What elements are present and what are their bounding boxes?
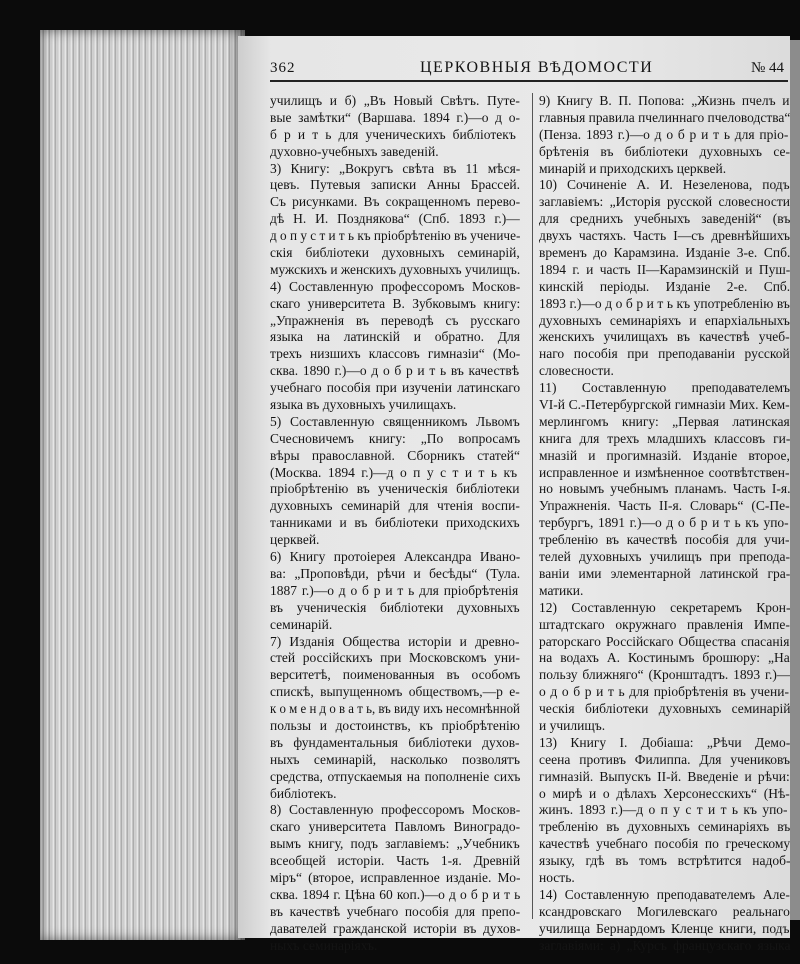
text-line: сеена противъ Филиппа. Для учениковъ (539, 751, 790, 767)
text-line: вые замѣтки“ (Варшава. 1894 г.)—о д о- (270, 109, 520, 125)
text-line: телей духовныхъ училищъ при препода- (539, 549, 791, 565)
text-line: матики. (539, 582, 584, 598)
text-line: языка на латинскій и обратно. Для (270, 329, 520, 345)
text-line: качествѣ учебнаго пособія по греческому (539, 836, 791, 852)
text-line: духовныхъ семинаріяхъ и епархіальныхъ (539, 312, 790, 328)
text-line: всеобщей исторіи. Часть 1-я. Древній (270, 853, 521, 869)
running-title: ЦЕРКОВНЫЯ ВѢДОМОСТИ (420, 59, 654, 76)
text-line: спискѣ, выпущенномъ обществомъ,—р е- (270, 684, 520, 700)
text-line: ныхъ семинаріяхъ. (270, 937, 378, 953)
text-line: ва: „Проповѣди, рѣчи и бесѣды“ (Тула. (270, 565, 521, 581)
text-line: „Упражненія въ переводѣ съ русскаго (270, 312, 520, 328)
text-line: пользу ближняго“ (Кронштадтъ. 1893 г.)— (539, 667, 791, 683)
text-line: языку, гдѣ въ томъ встрѣтится надоб- (539, 853, 791, 869)
text-line: 9) Книгу В. П. Попова: „Жизнь пчелъ и (539, 93, 790, 108)
text-line: сква. 1890 г.)—о д о б р и т ь въ качествѣ (270, 363, 520, 379)
text-line: мназій и прогимназій. Изданіе второе, (539, 447, 790, 463)
text-line: требленію въ духовныхъ семинаріяхъ въ (539, 819, 791, 835)
text-line: 4) Составленную профессоромъ Москов- (270, 278, 521, 294)
issue-number: № 44 (750, 60, 784, 76)
text-line: семинарій. (270, 616, 333, 632)
text-line: духовныхъ семинарій для чтенія воспи- (270, 498, 520, 514)
text-line: на водахъ А. Костинымъ брошюру: „На (539, 650, 790, 666)
text-line: 3) Книгу: „Вокругъ свѣта въ 11 мѣся- (270, 160, 521, 176)
text-line: (Пенза. 1893 г.)—о д о б р и т ь для пріо- (539, 126, 789, 142)
text-line: для среднихъ учебныхъ заведеній“ (въ (539, 211, 791, 227)
text-line: (Москва. 1894 г.)—д о п у с т и т ь къ (270, 464, 518, 480)
next-page-edge (790, 40, 800, 920)
page-header (270, 58, 788, 82)
text-line: жинъ. 1893 г.)—д о п у с т и т ь къ упо- (539, 802, 788, 818)
text-line: 14) Составленную преподавателемъ Але- (539, 886, 790, 902)
text-line: брѣтенія въ библіотеки духовныхъ се- (539, 143, 791, 159)
text-line: наго пособія при преподаваніи русской (539, 346, 790, 362)
text-line: скаго университета Павломъ Виноградо- (270, 819, 521, 835)
text-line: вымъ книгу, подъ заглавіемъ: „Учебникъ (270, 836, 520, 852)
text-line: заглавіями: а) „Курсъ французскаго языка (539, 937, 791, 953)
column-divider (532, 93, 533, 919)
text-line: пріобрѣтенію въ ученическія библіотеки (270, 481, 520, 497)
book-page (238, 36, 791, 953)
text-line: 1893 г.)—о д о б р и т ь къ употребленію въ (539, 295, 790, 311)
text-line: исправленное и измѣненное соотвѣтствен- (539, 464, 790, 480)
text-line: трехъ низшихъ классовъ гимназіи“ (Мо- (270, 346, 521, 362)
text-line: духовно-учебныхъ заведеній. (270, 143, 439, 159)
text-line: требленію въ качествѣ пособія для учи- (539, 532, 790, 548)
text-line: женскихъ училищахъ въ качествѣ учеб- (539, 329, 790, 345)
text-line: ческія библіотеки духовныхъ семинарій (539, 701, 791, 717)
text-line: VI-й С.-Петербургской гимназіи Мих. Кем- (539, 397, 790, 413)
text-line: мужскихъ и женскихъ духовныхъ училищъ. (270, 261, 521, 277)
text-line: о мирѣ и о дѣлахъ Херсонесскихъ“ (Нѣ- (539, 785, 790, 801)
text-line: штадтскаго окружнаго правленія Импе- (539, 616, 790, 632)
text-line: сква. 1894 г. Цѣна 60 коп.)—о д о б р и т ь (270, 886, 521, 902)
text-line: временъ до Карамзина. Изданіе 3-е. Спб. (539, 245, 791, 261)
text-line: ксандровскаго Могилевскаго реальнаго (539, 903, 790, 919)
text-line: тербургъ, 1891 г.)—о д о б р и т ь къ упо- (539, 515, 789, 531)
text-line: стей россійскихъ при Московскомъ уни- (270, 650, 520, 666)
text-line: скаго университета В. Зубковымъ книгу: (270, 295, 521, 311)
text-line: Счесновичемъ книгу: „По вопросамъ (270, 430, 521, 446)
text-line: языка въ духовныхъ училищахъ. (270, 397, 457, 413)
text-line: Съ рисунками. Въ сокращенномъ перево- (270, 194, 521, 210)
text-line: міръ“ (второе, исправленное изданіе. Мо- (270, 869, 521, 885)
text-line: училищъ и б) „Въ Новый Свѣтъ. Путе- (270, 93, 520, 108)
text-line: верситетѣ, поименованныя въ особомъ (270, 667, 521, 683)
text-line: училища Бернардомъ Кленце книги, подъ (539, 920, 790, 936)
text-line: библіотекъ. (270, 785, 337, 801)
text-line: кинскій періоды. Изданіе 2-е. Спб. (539, 278, 791, 294)
text-line: Упражненія. Часть II-я. Словарь“ (С-Пе- (539, 498, 790, 514)
left-text-column (270, 93, 520, 954)
text-line: средства, отпускаемыя на пополненіе сихъ (270, 768, 521, 784)
text-line: пользы и достоинствъ, къ пріобрѣтенію (270, 717, 520, 733)
text-line: скія библіотеки духовныхъ семинарій, (270, 245, 520, 261)
text-line: въ ученическія библіотеки духовныхъ (270, 599, 520, 615)
text-line: о д о б р и т ь для пріобрѣтенія въ учени- (539, 684, 789, 700)
text-line: 12) Составленную секретаремъ Крон- (539, 599, 791, 615)
text-line: 1887 г.)—о д о б р и т ь для пріобрѣтенія (270, 582, 519, 598)
text-line: раторскаго Россійскаго Общества спасанія (539, 633, 790, 649)
text-line: цевъ. Путевыя записки Анны Брассей. (270, 177, 521, 193)
book-page-edges (40, 30, 245, 940)
text-line: книга для трехъ младшихъ классовъ ги- (539, 430, 791, 446)
text-line: 10) Сочиненіе А. И. Незеленова, подъ (539, 177, 790, 193)
text-line: минарій и приходскихъ церквей. (539, 160, 727, 176)
text-line: давателей гражданской исторіи въ духов- (270, 920, 521, 936)
text-line: танниками и въ библіотеки приходскихъ (270, 515, 520, 531)
text-line: мерлингомъ книгу: „Первая латинская (539, 413, 790, 429)
text-line: и училищъ. (539, 717, 606, 733)
text-line: к о м е н д о в а т ь, въ виду ихъ несомнѣнной (270, 701, 520, 717)
text-line: 8) Составленную профессоромъ Москов- (270, 802, 521, 818)
text-line: б р и т ь для ученическихъ библіотекъ (270, 126, 516, 142)
page-number: 362 (270, 60, 296, 76)
text-line: въ качествѣ учебнаго пособія для препо- (270, 903, 521, 919)
text-line: 13) Книгу I. Добіаша: „Рѣчи Демо- (539, 734, 791, 750)
text-line: ваніи ими элементарной латинской гра- (539, 565, 791, 581)
text-line: 11) Составленную преподавателемъ (539, 380, 790, 396)
text-line: д о п у с т и т ь къ пріобрѣтенію въ учениче- (270, 228, 521, 244)
text-line: ность. (539, 869, 575, 885)
right-text-column (539, 93, 790, 954)
text-line: 7) Изданія Общества исторіи и древно- (270, 633, 520, 649)
text-line: заглавіемъ: „Исторія русской словесности (539, 194, 791, 210)
text-line: учебнаго пособія при изученіи латинскаго (270, 380, 521, 396)
text-line: 5) Составленную священникомъ Львомъ (270, 413, 520, 429)
text-line: главныя правила пчелиннаго пчеловодства“ (539, 109, 791, 125)
text-line: въ фундаментальныя библіотеки духов- (270, 734, 520, 750)
text-line: гимназій. Выпускъ II-й. Введеніе и рѣчи: (539, 768, 790, 784)
text-line: двухъ частяхъ. Часть I—съ древнѣйшихъ (539, 228, 790, 244)
text-line: 1894 г. и часть II—Карамзинскій и Пуш- (539, 261, 791, 277)
text-line: дѣ Н. И. Позднякова“ (Спб. 1893 г.)— (270, 211, 520, 227)
text-line: 6) Книгу протоіерея Александра Ивано- (270, 549, 521, 565)
text-line: церквей. (270, 532, 320, 548)
text-line: вѣры православной. Сборникъ статей“ (270, 447, 520, 463)
text-line: словесности. (539, 363, 614, 379)
text-line: но новымъ учебнымъ планамъ. Часть I-я. (539, 481, 791, 497)
text-line: ныхъ семинарій, насколько позволятъ (270, 751, 521, 767)
